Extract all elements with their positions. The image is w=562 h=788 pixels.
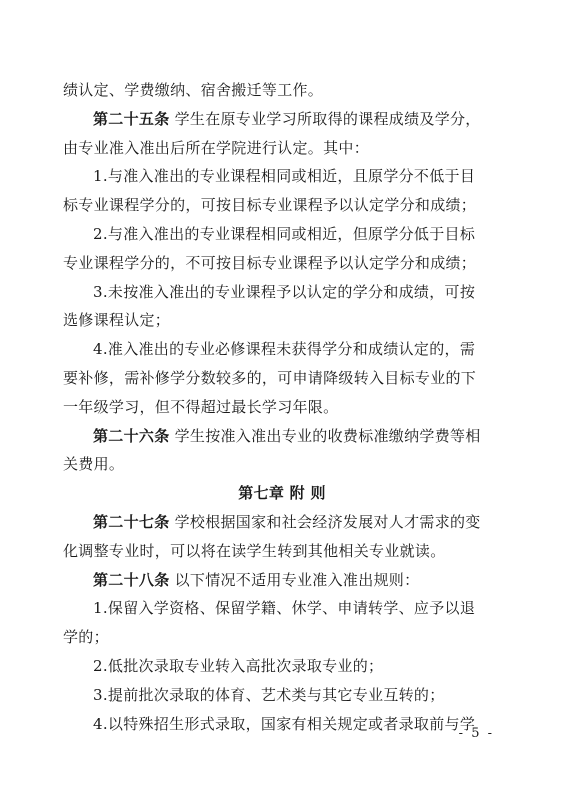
article-26-heading: 第二十六条 <box>93 426 170 445</box>
page-number: - 5 - <box>458 726 494 741</box>
article-25-text: 学生在原专业学习所取得的课程成绩及学分， <box>174 109 481 128</box>
article-26-text: 学生按准入准出专业的收费标准缴纳学费等相 <box>174 426 481 445</box>
text-line: 1.与准入准出的专业课程相同或相近，且原学分不低于目 <box>93 167 476 186</box>
chapter-heading: 第七章 附 则 <box>238 484 326 503</box>
text-line: 专业课程学分的，不可按目标专业课程予以认定学分和成绩； <box>63 253 477 272</box>
text-line: 要补修，需补修学分数较多的，可申请降级转入目标专业的下 <box>63 368 477 387</box>
text-line: 1.保留入学资格、保留学籍、休学、申请转学、应予以退 <box>93 599 476 618</box>
article-25-heading: 第二十五条 <box>93 109 170 128</box>
document-body <box>63 76 501 738</box>
text-line: 一年级学习，但不得超过最长学习年限。 <box>63 397 339 416</box>
article-27-heading: 第二十七条 <box>93 512 170 531</box>
text-line: 4.准入准出的专业必修课程未获得学分和成绩认定的，需 <box>93 340 476 359</box>
text-line: 2.低批次录取专业转入高批次录取专业的； <box>93 656 384 675</box>
text-line: 学的； <box>63 628 109 647</box>
text-line: 3.提前批次录取的体育、艺术类与其它专业互转的； <box>93 685 445 704</box>
article-28-text: 以下情况不适用专业准入准出规则： <box>174 570 420 589</box>
text-line: 由专业准入准出后所在学院进行认定。其中： <box>63 138 370 157</box>
text-line: 标专业课程学分的，可按目标专业课程予以认定学分和成绩； <box>63 196 477 215</box>
text-line: 2.与准入准出的专业课程相同或相近，但原学分低于目标 <box>93 224 476 243</box>
article-25 <box>63 105 501 134</box>
text-line: 4.以特殊招生形式录取，国家有相关规定或者录取前与学 <box>93 714 476 733</box>
text-line: 关费用。 <box>63 455 125 474</box>
article-27 <box>63 508 501 537</box>
article-27-text: 学校根据国家和社会经济发展对人才需求的变 <box>174 512 481 531</box>
text-line: 3.未按准入准出的专业课程予以认定的学分和成绩，可按 <box>93 282 476 301</box>
text-line: 选修课程认定； <box>63 311 171 330</box>
article-26 <box>63 422 501 451</box>
text-line: 绩认定、学费缴纳、宿舍搬迁等工作。 <box>63 81 324 99</box>
article-28 <box>63 566 501 595</box>
text-line: 化调整专业时，可以将在读学生转到其他相关专业就读。 <box>63 541 446 560</box>
article-28-heading: 第二十八条 <box>93 570 170 589</box>
